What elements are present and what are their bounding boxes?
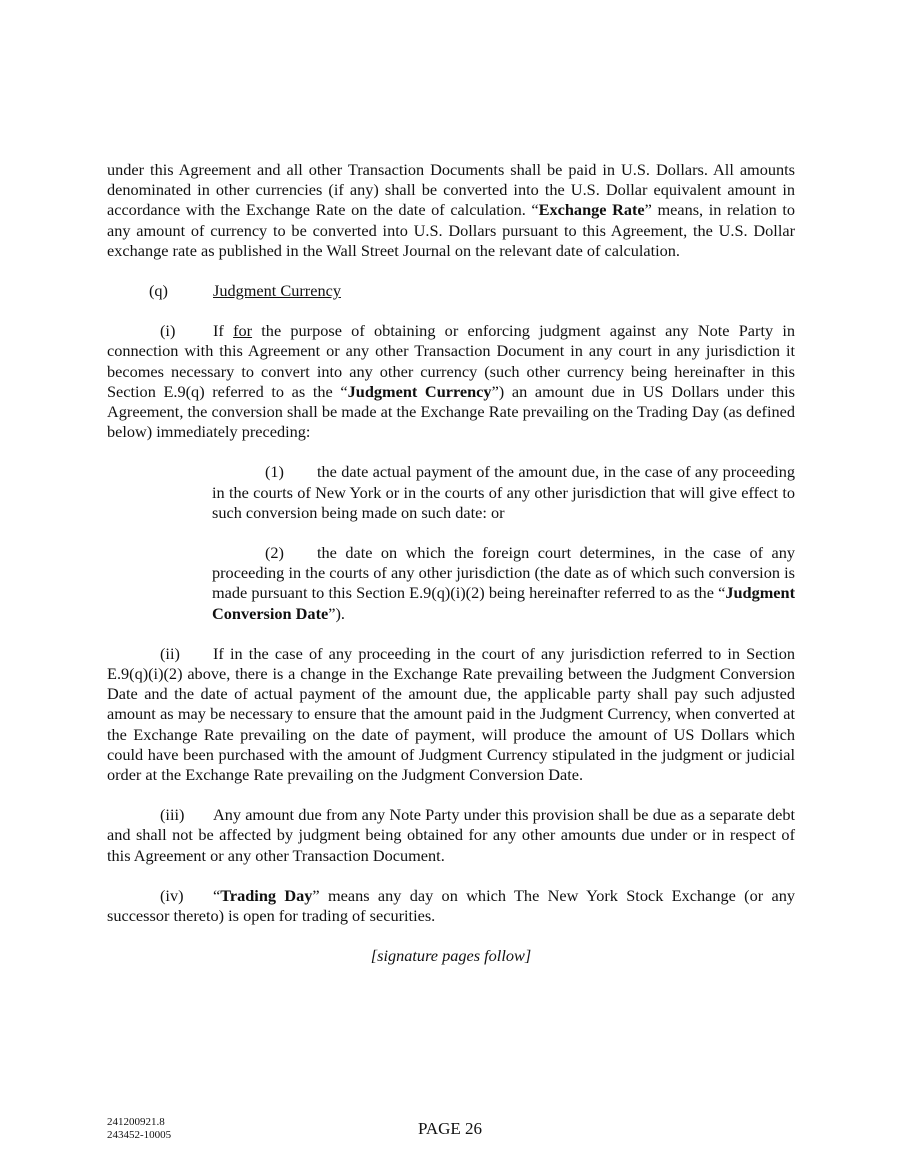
doc-id-2: 243452-10005 <box>107 1129 172 1141</box>
clause-number: (1) <box>265 462 284 482</box>
defined-term: Judgment Currency <box>347 381 492 401</box>
paragraph-i-2 <box>212 543 795 624</box>
document-body <box>107 160 795 987</box>
doc-id-1: 241200921.8 <box>107 1116 165 1128</box>
text: If in the case of any proceeding in the court of any jurisdiction referred to in Section E.9(q)(i)(2) above, there is a change in the Exchange Rate prevailing between the Judgment Conversion Date and the date of actual payment of the amount due, the applicable party shall pay such adjusted amount as may be necessary to ensure that the amount paid in the Judgment Currency, when converted at the Exchange Rate prevailing on the date of payment, will produce the amount of US Dollars which could have been purchased with the amount of Judgment Currency stipulated in the judgment or judicial order at the Exchange Rate prevailing on the Judgment Conversion Date. <box>107 643 795 785</box>
text: If <box>213 321 234 341</box>
clause-number: (2) <box>265 543 284 563</box>
clause-number: (i) <box>160 321 176 341</box>
text: “ <box>213 885 221 905</box>
section-heading-q <box>149 281 795 301</box>
text: Any amount due from any Note Party under this provision shall be due as a separate debt and shall not be affected by judgment being obtained for any other amounts due under or in respect of this Agreement or any other Transaction Document. <box>107 805 795 865</box>
text: ”). <box>328 603 345 623</box>
paragraph-ii <box>107 644 795 785</box>
text: ” means any day on which The New York Stock Exchange (or any successor thereto) is open for trading of securities. <box>107 885 796 926</box>
page-number: PAGE 26 <box>417 1119 483 1138</box>
text: the purpose of obtaining or enforcing judgment against any Note Party in connection with this Agreement or any other Transaction Document in any court in any jurisdiction it becomes necessary to convert into any other currency (such other currency being hereinafter in this Section E.9(q) referred to as the “ <box>107 321 796 401</box>
section-title: Judgment Currency <box>213 281 341 301</box>
text: ” means, in relation to any amount of currency to be converted into U.S. Dollars pursuant to this Agreement, the U.S. Dollar exchange rate as published in the Wall Street Journal on the relevant date of calculation. <box>107 200 795 260</box>
defined-term: Trading Day <box>220 885 313 905</box>
signature-pages-note: [signature pages follow] <box>370 946 532 966</box>
paragraph-iv <box>107 886 795 926</box>
defined-term: Judgment Conversion Date <box>212 583 795 623</box>
defined-term: Exchange Rate <box>538 200 645 220</box>
paragraph-i-1 <box>212 462 795 523</box>
text: ”) an amount due in US Dollars under this Agreement, the conversion shall be made at the Exchange Rate prevailing on the Trading Day (as defined below) immediately preceding: <box>107 381 796 442</box>
paragraph-iii <box>107 805 795 866</box>
paragraph-i <box>107 321 795 442</box>
clause-number: (iii) <box>160 805 185 825</box>
section-number: (q) <box>149 281 168 301</box>
clause-number: (iv) <box>160 885 184 905</box>
text: under this Agreement and all other Transaction Documents shall be paid in U.S. Dollars. All amounts denominated in other currencies (if any) shall be converted into the U.S. Dollar equivalent amount in accordance with the Exchange Rate on the date of calculation. “ <box>107 160 795 220</box>
paragraph-exchange-rate <box>107 160 795 261</box>
text: the date actual payment of the amount due, in the case of any proceeding in the courts of New York or in the courts of any other jurisdiction that will give effect to such conversion being made on such date: or <box>212 462 795 522</box>
text: for <box>233 321 253 341</box>
clause-number: (ii) <box>160 643 180 663</box>
text: the date on which the foreign court determines, in the case of any proceeding in the courts of any other jurisdiction (the date as of which such conversion is made pursuant to this Section E.9(q)(i)(2) being hereinafter referred to as the “ <box>212 543 795 603</box>
